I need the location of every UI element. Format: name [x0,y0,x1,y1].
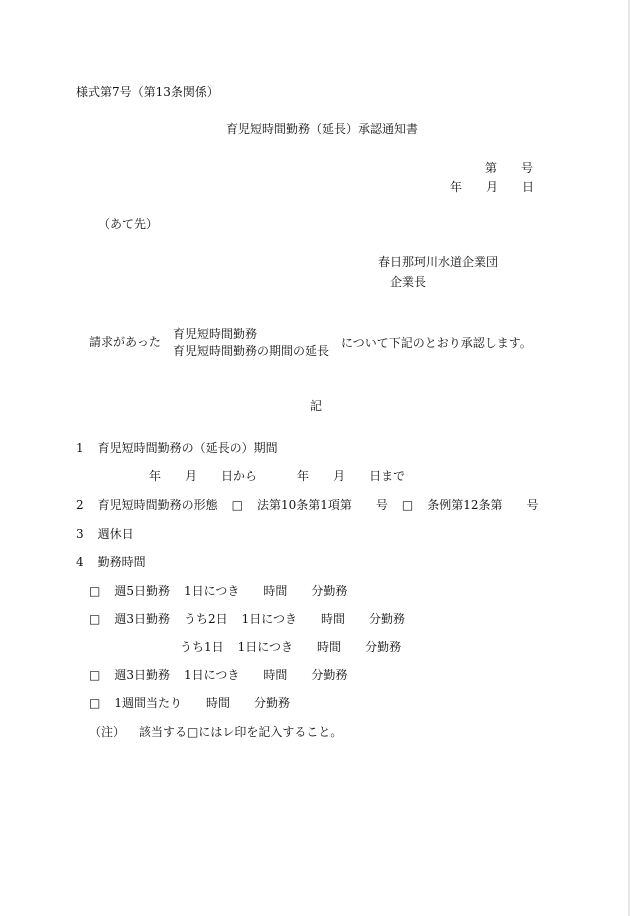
issuer-title: 企業長 [390,275,427,289]
item-number: 1 [76,441,84,455]
to-year: 年 [297,469,310,483]
hours-unit: 時間 [205,696,230,710]
checkbox-ordinance[interactable]: □ [401,498,414,512]
issue-date [450,181,534,193]
per-day: 1日につき [241,612,298,626]
per-day: 1日につき [237,640,294,654]
minutes-unit: 分勤務 [365,640,402,654]
request-option-short-time: 育児短時間勤務 [173,327,258,341]
hours-unit: 時間 [263,668,288,682]
minutes-unit: 分勤務 [369,612,406,626]
part-days: うち2日 [183,612,228,626]
note [89,726,342,738]
document-title: 育児短時間勤務（延長）承認通知書 [226,122,419,136]
item-label: 育児短時間勤務の形態 [97,498,218,512]
request-prefix: 請求があった [89,335,161,349]
period-range [149,470,405,482]
hours-row-2 [89,613,405,625]
item-number: 3 [76,527,84,541]
from-year: 年 [149,469,162,483]
form-number: 様式第7号（第13条関係） [76,85,219,99]
hours-row-5 [89,697,290,709]
option-ordinance: 条例第12条第 [427,498,503,512]
hours-row-4 [89,669,347,681]
document-number [485,162,533,174]
go-law: 号 [375,498,388,512]
work-type: 週3日勤務 [114,612,170,626]
hours-unit: 時間 [263,584,288,598]
hours-row-1 [89,585,347,597]
minutes-unit: 分勤務 [254,696,291,710]
hours-unit: 時間 [317,640,342,654]
note-text: 該当する□にはレ印を記入すること。 [139,725,343,739]
year-label: 年 [450,180,463,194]
from-month: 月 [185,469,198,483]
month-label: 月 [486,180,499,194]
minutes-unit: 分勤務 [311,584,348,598]
item-number: 4 [76,555,84,569]
day-label: 日 [522,180,535,194]
from-day: 日から [221,469,258,483]
per-day: 1日につき [183,668,240,682]
checkbox-hours-4[interactable]: □ [89,668,101,682]
note-label: （注） [89,725,126,739]
checkbox-hours-1[interactable]: □ [89,584,101,598]
addressee: （あて先） [98,217,159,231]
issuer-organization: 春日那珂川水道企業団 [378,255,499,269]
per-day: 1日につき [183,584,240,598]
item-label: 育児短時間勤務の（延長の）期間 [97,441,278,455]
item-label: 週休日 [97,527,134,541]
request-suffix: について下記のとおり承認します。 [341,336,532,350]
dai-label: 第 [485,161,498,175]
checkbox-hours-5[interactable]: □ [89,696,101,710]
part-days: うち1日 [180,640,224,654]
option-law: 法第10条第1項第 [257,498,352,512]
item-number: 2 [76,498,84,512]
item-rest-days [76,528,134,540]
work-type: 週3日勤務 [114,668,170,682]
work-type: 週5日勤務 [114,584,170,598]
minutes-unit: 分勤務 [311,668,348,682]
hours-row-3 [180,641,401,653]
checkbox-hours-2[interactable]: □ [89,612,101,626]
ki-heading: 記 [310,399,323,413]
go-label: 号 [521,161,534,175]
to-month: 月 [333,469,346,483]
work-type: 1週間当たり [114,696,182,710]
item-hours [76,556,146,568]
go-ordinance: 号 [526,498,539,512]
request-option-extension: 育児短時間勤務の期間の延長 [173,344,330,358]
hours-unit: 時間 [321,612,346,626]
checkbox-law[interactable]: □ [231,498,243,512]
item-form [76,499,539,511]
item-label: 勤務時間 [97,555,146,569]
to-day: 日まで [369,469,406,483]
item-period [76,442,278,454]
